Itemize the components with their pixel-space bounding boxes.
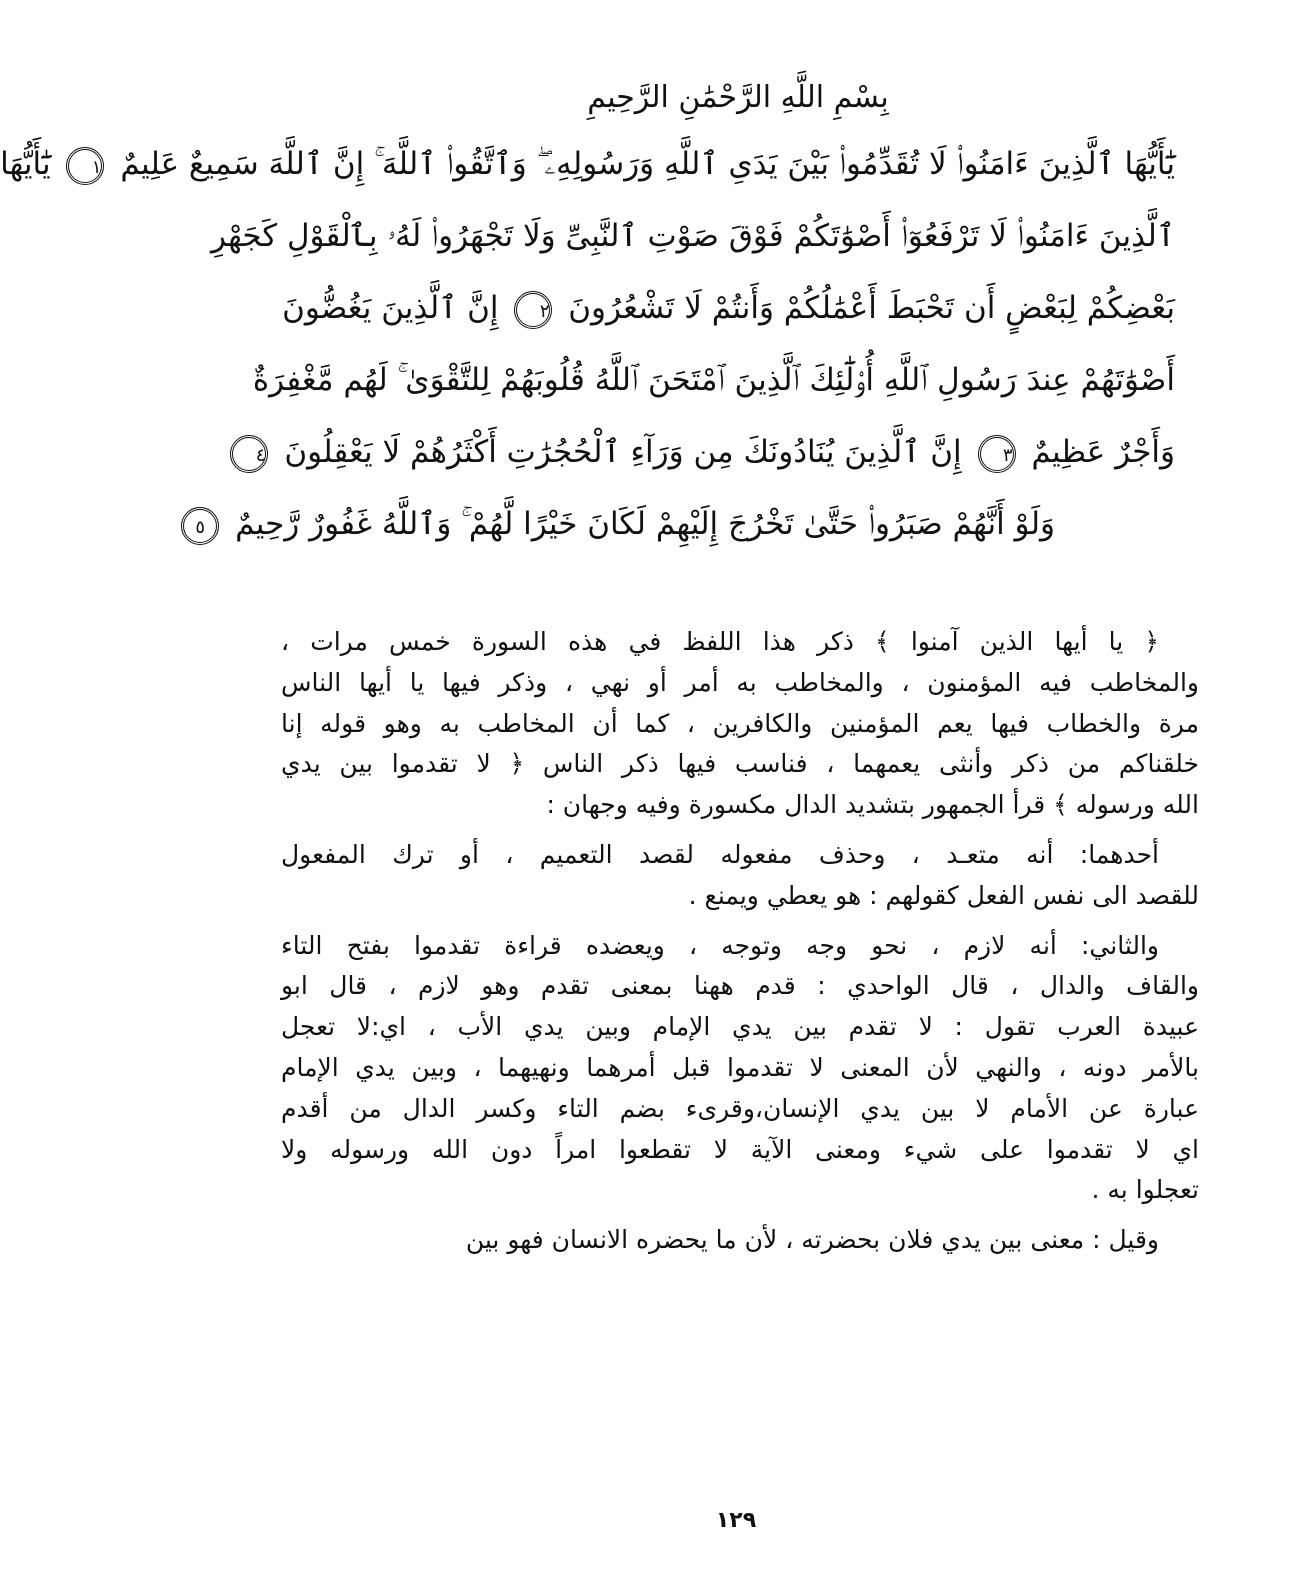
verse-text: إِنَّ ٱلَّذِينَ يَغُضُّونَ xyxy=(282,290,499,326)
tafsir-commentary xyxy=(281,622,1199,1270)
ayah-number-marker: ٣ xyxy=(978,435,1016,473)
commentary-paragraph xyxy=(281,926,1199,1212)
verse-text: بَعْضِكُمْ لِبَعْضٍ أَن تَحْبَطَ أَعْمَٰلُكُمْ وَأَنتُمْ لَا تَشْعُرُونَ xyxy=(568,290,1175,326)
commentary-line: مرة والخطاب فيها يعم المؤمنين والكافرين ، كما أن المخاطب به وهو قوله إنا xyxy=(281,708,1199,738)
verse-text: ٱلَّذِينَ ءَامَنُوا۟ لَا تَرْفَعُوٓا۟ أَصْوَٰتَكُمْ فَوْقَ صَوْتِ ٱلنَّبِىِّ وَلَا تَجْهَرُوا۟ لَهُۥ بِٱلْقَوْلِ كَجَهْرِ xyxy=(211,218,1175,254)
ayah-number-marker: ٤ xyxy=(230,435,268,473)
ayah-number-marker: ٢ xyxy=(514,291,552,329)
commentary-paragraph xyxy=(281,835,1199,917)
verse-text: أَصْوَٰتَهُمْ عِندَ رَسُولِ ٱللَّهِ أُو۟لَٰٓئِكَ ٱلَّذِينَ ٱمْتَحَنَ ٱللَّهُ قُلُوبَهُمْ لِلتَّقْوَىٰ ۚ لَهُم مَّغْفِرَةٌ xyxy=(252,362,1175,398)
commentary-line: الله ورسوله ﴾ قرأ الجمهور بتشديد الدال مكسورة وفيه وجهان : xyxy=(546,790,1199,820)
verse-text: وَلَوْ أَنَّهُمْ صَبَرُوا۟ حَتَّىٰ تَخْرُجَ إِلَيْهِمْ لَكَانَ خَيْرًا لَّهُمْ ۚ وَٱللَّهُ غَفُورٌ رَّحِيمٌ xyxy=(235,506,1055,542)
verse-text: يَٰٓأَيُّهَا xyxy=(0,146,51,182)
verse-line xyxy=(0,128,1175,200)
commentary-line: بالأمر دونه ، والنهي لأن المعنى لا تقدموا قبل أمرهما ونهيهما ، وبين يدي الإمام xyxy=(281,1052,1199,1082)
page-number: ١٢٩ xyxy=(715,1508,757,1533)
commentary-line: ﴿ يا أيها الذين آمنوا ﴾ ذكر هذا اللفظ في هذه السورة خمس مرات ، xyxy=(281,627,1159,656)
commentary-line: والثاني: أنه لازم ، نحو وجه وتوجه ، ويعضده قراءة تقدموا بفتح التاء xyxy=(281,930,1159,960)
commentary-line: والمخاطب فيه المؤمنون ، والمخاطب به أمر أو نهي ، وذكر فيها يا أيها الناس xyxy=(281,667,1199,697)
commentary-line: تعجلوا به . xyxy=(1091,1175,1199,1205)
basmala-heading: بِسْمِ اللَّهِ الرَّحْمَٰنِ الرَّحِيمِ xyxy=(587,80,889,115)
verse-text: يَٰٓأَيُّهَا ٱلَّذِينَ ءَامَنُوا۟ لَا تُقَدِّمُوا۟ بَيْنَ يَدَىِ ٱللَّهِ وَرَسُولِهِۦ ۖ وَٱتَّقُوا۟ ٱللَّهَ ۚ إِنَّ ٱللَّهَ سَمِيعٌ عَلِيمٌ xyxy=(120,146,1175,182)
commentary-line: والقاف والدال ، قال الواحدي : قدم ههنا بمعنى تقدم وهو لازم ، قال ابو xyxy=(281,971,1199,1001)
commentary-line: أحدهما: أنه متعـد ، وحذف مفعوله لقصد التعميم ، أو ترك المفعول xyxy=(281,839,1159,869)
commentary-line: عبارة عن الأمام لا بين يدي الإنسان،وقرىء بضم التاء وكسر الدال من أقدم xyxy=(281,1093,1199,1123)
quran-verses-block xyxy=(0,128,1175,560)
commentary-line: اي لا تقدموا على شيء ومعنى الآية لا تقطعوا امراً دون الله ورسوله ولا xyxy=(281,1134,1199,1164)
ayah-number-marker: ١ xyxy=(66,147,104,185)
commentary-line: وقيل : معنى بين يدي فلان بحضرته ، لأن ما يحضره الانسان فهو بين xyxy=(465,1225,1159,1255)
commentary-paragraph xyxy=(281,622,1199,826)
commentary-line: خلقناكم من ذكر وأنثى يعمهما ، فناسب فيها ذكر الناس ﴿ لا تقدموا بين يدي xyxy=(281,749,1199,779)
verse-line xyxy=(211,200,1175,272)
verse-text: إِنَّ ٱلَّذِينَ يُنَادُونَكَ مِن وَرَآءِ ٱلْحُجُرَٰتِ أَكْثَرُهُمْ لَا يَعْقِلُونَ xyxy=(284,434,962,470)
commentary-paragraph xyxy=(281,1220,1199,1261)
commentary-line: عبيدة العرب تقول : لا تقدم بين يدي الإمام وبين يدي الأب ، اي:لا تعجل xyxy=(281,1012,1199,1042)
verse-line xyxy=(282,272,1175,344)
verse-text: وَأَجْرٌ عَظِيمٌ xyxy=(1031,434,1175,470)
verse-line xyxy=(195,488,1175,560)
commentary-line: للقصد الى نفس الفعل كقولهم : هو يعطي ويمنع . xyxy=(688,880,1199,910)
ayah-number-marker: ٥ xyxy=(181,507,219,545)
verse-line xyxy=(252,344,1175,416)
verse-line xyxy=(255,416,1175,488)
